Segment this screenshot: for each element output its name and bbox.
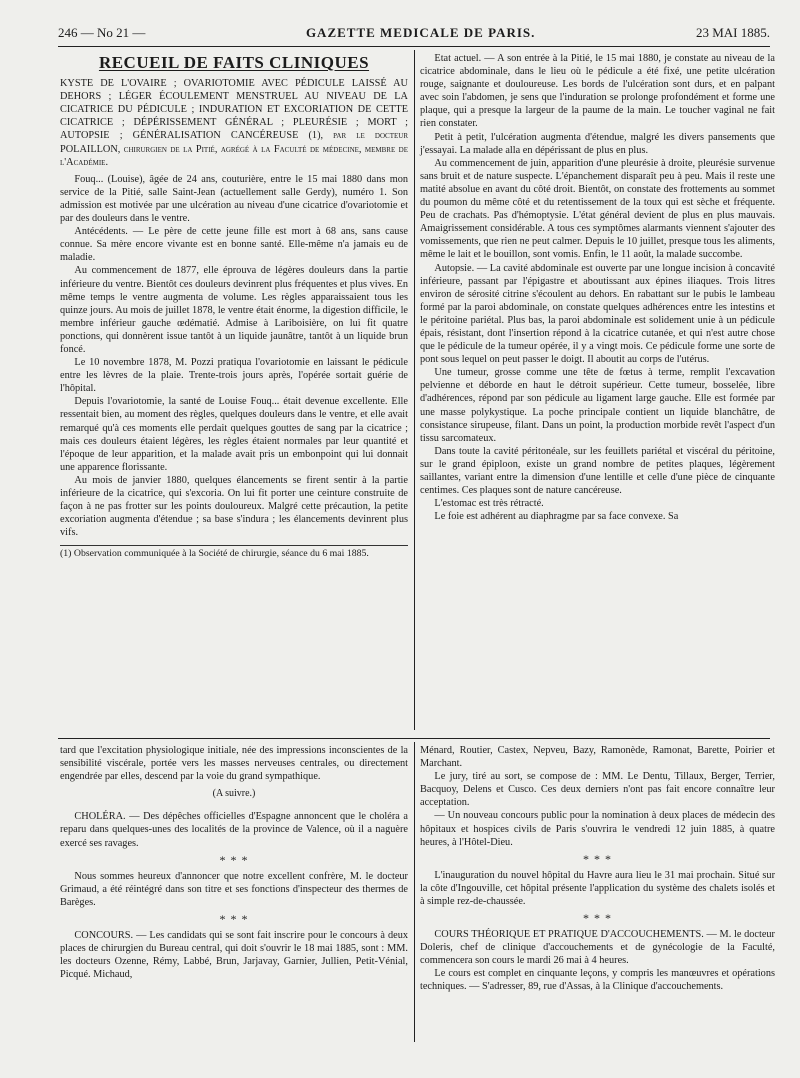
page-number: 246 — No 21 —: [58, 25, 146, 40]
news-cholera: CHOLÉRA. — Des dépêches officielles d'Espagne annoncent que le choléra a reparu dans quelques-unes des localités de la province de Valence, où il a naguère exercé ses ravages.: [60, 811, 408, 849]
paragraph: Ménard, Routier, Castex, Nepveu, Bazy, Ramonède, Ramonat, Barette, Poirier et Marchant.: [420, 745, 775, 770]
column-divider-top: [414, 50, 415, 730]
separator-stars: * * *: [583, 911, 612, 926]
news-havre: L'inauguration du nouvel hôpital du Havre aura lieu le 31 mai prochain. Situé sur la côte d'Ingouville, cet hôpital présente l'application du système des chalets isolés et à simple rez-de-chaussée.: [420, 869, 775, 907]
paragraph: Autopsie. — La cavité abdominale est ouverte par une longue incision à concavité inférieure, passant par l'épigastre et aboutissant aux épines iliaques. Trois litres environ de sérosité citrine s'écoulent au dehors. En rabattant sur le pubis le lambeau formé par la paroi abdominale, on constate quelques adhérences entre les intestins et le péritoine pariétal. Plus bas, la paroi abdominale est solidement unie à un pédicule épais, résistant, dont l'insertion répond à la cicatrice cutanée, et qui n'est autre chose que le pédicule de la tumeur opérée, il y a vingt mois. Ce pédicule forme une sorte de pont sous lequel on peut passer le doigt. Il aboutit au corps de l'utérus.: [420, 262, 775, 366]
paragraph: tard que l'excitation physiologique initiale, née des impressions inconscientes de la sensibilité viscérale, portée vers les masses nerveuses centrales, ou directement engendrée par elles, descend par la voie du grand sympathique.: [60, 745, 408, 783]
paragraph: L'estomac est très rétracté.: [434, 498, 544, 510]
separator-stars: * * *: [219, 911, 249, 926]
footnote: (1) Observation communiquée à la Société de chirurgie, séance du 6 mai 1885.: [60, 545, 408, 560]
news-grimaud: Nous sommes heureux d'annoncer que notre excellent confrère, M. le docteur Grimaud, a été réintégré dans son titre et ses fonctions d'inspecteur des thermes de Barèges.: [60, 870, 408, 908]
paragraph: Petit à petit, l'ulcération augmenta d'étendue, malgré les divers pansements que j'essayai. La malade alla en dépérissant de plus en plus.: [420, 131, 775, 156]
paragraph: Depuis l'ovariotomie, la santé de Louise Fouq... était devenue excellente. Elle ressentait bien, au moment des règles, quelques douleurs dans le ventre, et elle avait remarqué qu'à ces moments elle perdait quelques gouttes de sang par la cicatrice ; mais ces douleurs étaient légères, les règles étaient normales par leur quantité et l'époque de leur apparition, et la malade avait pris un embonpoint qui lui donnait une apparence florissante.: [60, 396, 408, 473]
to-be-continued: (A suivre.): [212, 788, 256, 800]
paragraph: Le 10 novembre 1878, M. Pozzi pratiqua l'ovariotomie en laissant le pédicule entre les lèvres de la plaie. Trente-trois jours après, l'opérée sortait guérie de l'hôpital.: [60, 357, 408, 395]
right-column-top: [420, 52, 775, 523]
left-column-top: [60, 52, 408, 560]
left-column-bottom: [60, 744, 408, 981]
journal-title: GAZETTE MEDICALE DE PARIS.: [305, 25, 536, 40]
separator-stars: * * *: [219, 852, 249, 867]
paragraph: Au commencement de 1877, elle éprouva de légères douleurs dans la partie inférieure du ventre. Bientôt ces douleurs devinrent plus fréquentes et plus vives. En même temps le ventre augmenta de volume. Les règles apparaissaient tous les quinze jours. Au mois de juillet 1878, le ventre était énorme, la digestion difficile, le membre inférieur gauche œdématié. Admise à Lariboisière, on lui fit quatre ponctions, qui donnèrent issue tantôt à un liquide jaunâtre, tantôt à un liquide brun foncé.: [60, 265, 408, 355]
news-cours: COURS THÉORIQUE ET PRATIQUE D'ACCOUCHEMENTS. — M. le docteur Doleris, chef de clinique d'accouchements et de gynécologie de la Faculté, commencera son cours le mardi 26 mai à 4 heures.: [420, 929, 775, 967]
right-column-bottom: [420, 744, 775, 994]
paragraph: Une tumeur, grosse comme une tête de fœtus à terme, remplit l'excavation pelvienne et déborde en haut le détroit supérieur. Cette tumeur, bosselée, libre d'adhérences, répond par son pédicule au ligament large gauche. Elle est formée par une masse polykystique. La poche principale contient un liquide blanchâtre, de consistance sirupeuse, filant. Dans un point, la production morbide revêt l'aspect d'un tissu sarcomateux.: [420, 367, 775, 444]
column-divider-bottom: [414, 742, 415, 1042]
paragraph: Fouq... (Louise), âgée de 24 ans, couturière, entre le 15 mai 1880 dans mon service de la Pitié, salle Saint-Jean (actuellement salle Gerdy), numéro 1. Son admission est motivée par une ulcération au niveau d'une cicatrice d'ovariotomie et par des douleurs dans le ventre.: [60, 173, 408, 225]
paragraph: Le cours est complet en cinquante leçons, y compris les manœuvres et opérations techniques. — S'adresser, 89, rue d'Assas, à la Clinique d'accouchements.: [420, 968, 775, 993]
news-concours: CONCOURS. — Les candidats qui se sont fait inscrire pour le concours à deux places de chirurgien du Bureau central, qui doit s'ouvrir le 18 mai 1885, sont : MM. les docteurs Ozenne, Rémy, Labbé, Brun, Jarjavay, Garnier, Jullien, Petit-Vénial, Picqué. Michaud,: [60, 929, 408, 981]
header-rule: [58, 46, 770, 47]
paragraph: Dans toute la cavité péritonéale, sur les feuillets pariétal et viscéral du péritoine, sur le grand épiploon, existe un grand nombre de petites plaques, légèrement saillantes, variant entre la dimension d'une lentille et celle d'une pièce de cinquante centimes. Ces plaques sont de nature cancéreuse.: [420, 445, 775, 497]
page-header: [58, 22, 770, 44]
separator-stars: * * *: [583, 851, 612, 866]
issue-date: 23 MAI 1885.: [695, 25, 770, 40]
section-title: RECUEIL DE FAITS CLINIQUES: [98, 53, 370, 72]
paragraph: Au mois de janvier 1880, quelques élancements se firent sentir à la partie inférieure de la cicatrice, qui s'excoria. On lui fit porter une ceinture construite de façon à ne pas frotter sur les points douloureux. Malgré cette précaution, la petite excoriation augmenta d'étendue ; sa base s'indura ; les élancements devinrent plus vifs.: [60, 474, 408, 539]
paragraph: — Un nouveau concours public pour la nomination à deux places de médecin des hôpitaux et hospices civils de Paris s'ouvrira le vendredi 12 juin 1885, à quatre heures, à l'Hôtel-Dieu.: [420, 810, 775, 848]
section-rule: [58, 738, 770, 739]
paragraph: Au commencement de juin, apparition d'une pleurésie à droite, pleurésie survenue sans bruit et de nature suspecte. L'épanchement disparaît peu à peu. Mais il reste une matité absolue en avant du côté droit. Bientôt, on constate des frottements au sommet du poumon du même côté et du retentissement de la toux qui est sèche et fréquente. Peu de crachats. Pas d'hémoptysie. L'état général devient de plus en plus mauvais. Amaigrissement considérable. A tous ces symptômes alarmants viennent s'ajouter des vomissements, que rien ne peut calmer. Depuis le 10 juillet, presque tous les aliments, même le lait et le bouillon, sont vomis. Enfin, le 11 août, la malade succombe.: [420, 157, 775, 261]
paragraph: Antécédents. — Le père de cette jeune fille est mort à 68 ans, sans cause connue. Sa mère encore vivante est en bonne santé. Elle-même n'a jamais eu de maladie.: [60, 226, 408, 264]
paragraph: Etat actuel. — A son entrée à la Pitié, le 15 mai 1880, je constate au niveau de la cicatrice abdominale, dans le lieu où le pédicule a été fixé, une petite ulcération rouge, saignante et douloureuse. Les bords de l'ulcération sont durs, et en palpant avec soin l'abdomen, je sens que l'induration se prolonge profondément et forme une plaque, qui a presque la largeur de la paume de la main. Le toucher vaginal ne fait rien constater.: [420, 53, 775, 130]
case-title: KYSTE DE L'OVAIRE ; OVARIOTOMIE AVEC PÉDICULE LAISSÉ AU DEHORS ; LÉGER ÉCOULEMENT MENSTRUEL AU NIVEAU DE LA CICATRICE DU PÉDICULE ; INDURATION ET EXCORIATION DE CETTE CICATRICE ; DÉPÉRISSEMENT GÉNÉRAL ; PLEURÉSIE ; MORT ; AUTOPSIE ; GÉNÉRALISATION CANCÉREUSE (1), par le docteur POLAILLON, chirurgien de la Pitié, agrégé à la Faculté de médecine, membre de l'Académie.: [60, 78, 408, 168]
paragraph: Le foie est adhérent au diaphragme par sa face convexe. Sa: [434, 511, 679, 523]
paragraph: Le jury, tiré au sort, se compose de : MM. Le Dentu, Tillaux, Berger, Terrier, Bacquoy, Delens et Cusco. Ces deux derniers n'ont pas fait encore connaître leur acceptation.: [420, 771, 775, 809]
